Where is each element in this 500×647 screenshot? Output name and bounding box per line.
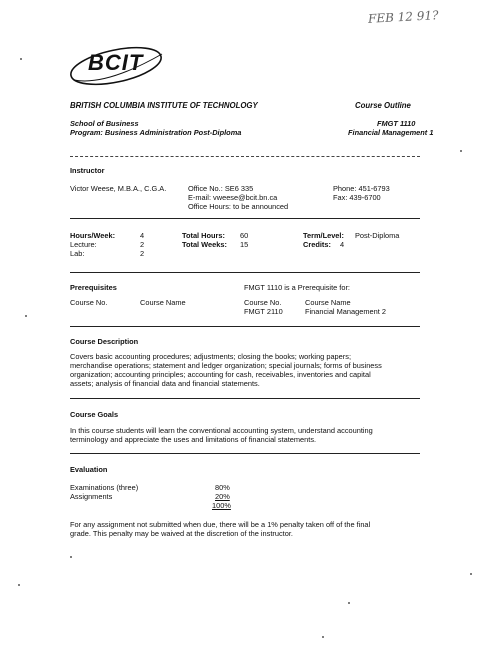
evaluation-note-line: grade. This penalty may be waived at the discretion of the instructor. [70, 529, 293, 538]
prerequisites-heading: Prerequisites [70, 283, 117, 292]
office-number: Office No.: SE6 335 [188, 184, 254, 193]
divider [70, 326, 420, 327]
scan-speck [25, 315, 27, 317]
credits-label: Credits: [303, 240, 331, 249]
description-line: organization; accounting principles; accounting for cash, receivables, inventories and capital [70, 370, 371, 379]
description-heading: Course Description [70, 337, 139, 346]
postreq-course-no: FMGT 2110 [244, 307, 283, 316]
evaluation-item-value: 80% [215, 483, 230, 492]
scan-speck [322, 636, 324, 638]
prereq-col-course-name: Course Name [140, 298, 186, 307]
divider [70, 453, 420, 454]
logo-text: BCIT [88, 50, 144, 75]
goals-heading: Course Goals [70, 410, 119, 419]
term-level-value: Post-Diploma [355, 231, 400, 240]
institute-name: BRITISH COLUMBIA INSTITUTE OF TECHNOLOGY [70, 101, 258, 110]
goals-line: terminology and appreciate the uses and limitations of financial statements. [70, 435, 317, 444]
total-hours-label: Total Hours: [182, 231, 225, 240]
scan-speck [470, 573, 472, 575]
total-weeks-value: 15 [240, 240, 249, 249]
instructor-fax: Fax: 439-6700 [333, 193, 381, 202]
evaluation-note-line: For any assignment not submitted when due, there will be a 1% penalty taken off of the final [70, 520, 371, 529]
date-stamp: FEB 12 91? [367, 8, 439, 26]
program-name: Program: Business Administration Post-Diploma [70, 128, 242, 137]
evaluation-total: 100% [212, 501, 231, 510]
description-line: assets; analysis of financial data and financial statements. [70, 379, 260, 388]
evaluation-heading: Evaluation [70, 465, 108, 474]
bcit-logo [66, 40, 176, 88]
evaluation-item-label: Examinations (three) [70, 483, 139, 492]
evaluation-item-value: 20% [215, 492, 230, 501]
course-code: FMGT 1110 [377, 119, 416, 128]
postreq-course-name: Financial Management 2 [305, 307, 386, 316]
term-level-label: Term/Level: [303, 231, 344, 240]
total-hours-value: 60 [240, 231, 249, 240]
scan-speck [18, 584, 20, 586]
hours-week-label: Hours/Week: [70, 231, 116, 240]
description-line: merchandise operations; statement and ledger organization; special journals; forms of business [70, 361, 382, 370]
prerequisite-for-heading: FMGT 1110 is a Prerequisite for: [244, 283, 350, 292]
instructor-name: Victor Weese, M.B.A., C.G.A. [70, 184, 167, 193]
document-type: Course Outline [355, 101, 411, 110]
divider [70, 272, 420, 273]
instructor-phone: Phone: 451-6793 [333, 184, 390, 193]
lecture-label: Lecture: [70, 240, 97, 249]
course-title: Financial Management 1 [348, 128, 434, 137]
hours-week-value: 4 [140, 231, 145, 240]
office-hours: Office Hours: to be announced [188, 202, 289, 211]
goals-line: In this course students will learn the conventional accounting system, understand accounting [70, 426, 373, 435]
divider [70, 218, 420, 219]
scan-speck [460, 150, 462, 152]
scan-speck [348, 602, 350, 604]
postreq-col-course-no: Course No. [244, 298, 282, 307]
divider [70, 398, 420, 399]
lab-value: 2 [140, 249, 145, 258]
total-weeks-label: Total Weeks: [182, 240, 227, 249]
scan-speck [20, 58, 22, 60]
description-line: Covers basic accounting procedures; adjustments; closing the books; working papers; [70, 352, 351, 361]
lecture-value: 2 [140, 240, 145, 249]
prereq-col-course-no: Course No. [70, 298, 108, 307]
evaluation-item-label: Assignments [70, 492, 113, 501]
divider [70, 156, 420, 157]
school-name: School of Business [70, 119, 139, 128]
lab-label: Lab: [70, 249, 85, 258]
credits-value: 4 [340, 240, 345, 249]
postreq-col-course-name: Course Name [305, 298, 351, 307]
instructor-email[interactable]: E-mail: vweese@bcit.bn.ca [188, 193, 278, 202]
scan-speck [70, 556, 72, 558]
instructor-heading: Instructor [70, 166, 105, 175]
